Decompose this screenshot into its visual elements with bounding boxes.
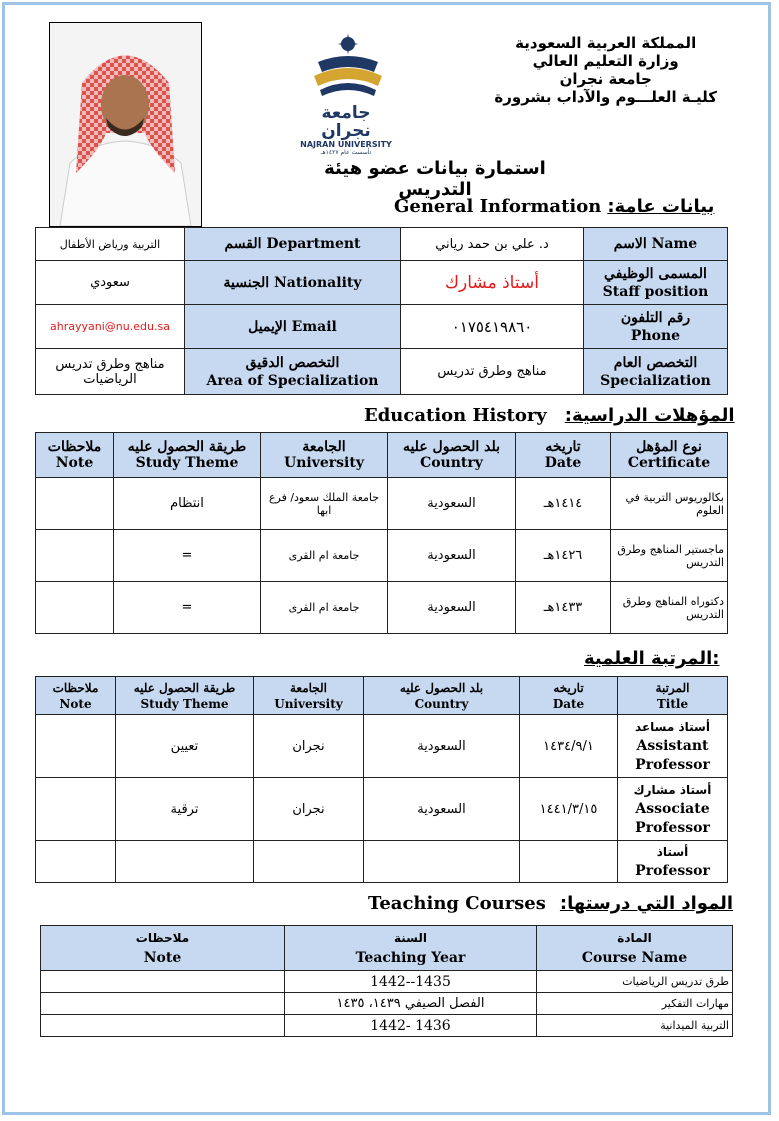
rank-note (36, 841, 116, 883)
department-value: التربية ورياض الأطفال (36, 228, 185, 261)
rank-col-university: الجامعة University (254, 677, 364, 715)
institution-heading (494, 34, 717, 106)
edu-col-university: الجامعة University (261, 433, 388, 478)
course-year: 1442- 1436 (285, 1015, 537, 1037)
phone-label: رقم التلفون Phone (584, 305, 728, 349)
name-value: د. علي بن حمد رياني (401, 228, 584, 261)
edu-note (36, 582, 114, 634)
edu-date: ١٤٣٣هـ (516, 582, 611, 634)
rank-country: السعودية (364, 715, 520, 778)
table-row (36, 530, 728, 582)
form-title: استمارة بيانات عضو هيئة التدريس (324, 158, 546, 200)
course-year: الفصل الصيفي ١٤٣٩، ١٤٣٥ (285, 993, 537, 1015)
rank-title: أستاذ مساعد Assistant Professor (618, 715, 728, 778)
edu-country: السعودية (388, 582, 516, 634)
general-heading-ar: :بيانات عامة (607, 196, 715, 217)
edu-col-date: تاريخه Date (516, 433, 611, 478)
course-col-year: السنة Teaching Year (285, 926, 537, 971)
rank-title: أستاذ Professor (618, 841, 728, 883)
rank-country (364, 841, 520, 883)
courses-header-row (41, 926, 733, 971)
table-row (36, 582, 728, 634)
general-heading-en: General Information (394, 196, 602, 217)
rank-col-title: المرتبة Title (618, 677, 728, 715)
staff-position-value: أستاذ مشارك (401, 261, 584, 305)
logo-english-name: NAJRAN UNIVERSITY (300, 140, 392, 149)
edu-study-theme: = (114, 530, 261, 582)
course-col-name: المادة Course Name (537, 926, 733, 971)
rank-heading-ar: :المرتبة العلمية (584, 648, 720, 669)
education-heading-en: Education History (364, 405, 547, 426)
edu-certificate: ماجستير المناهج وطرق التدريس (611, 530, 728, 582)
edu-university: جامعة ام القرى (261, 530, 388, 582)
rank-date: ١٤٤١/٣/١٥ (520, 778, 618, 841)
rank-study-theme (116, 841, 254, 883)
academic-rank-table (35, 676, 728, 883)
rank-study-theme: ترقية (116, 778, 254, 841)
edu-study-theme: = (114, 582, 261, 634)
edu-date: ١٤٢٦هـ (516, 530, 611, 582)
course-note (41, 1015, 285, 1037)
rank-title: أستاذ مشارك Associate Professor (618, 778, 728, 841)
person-photo-icon (50, 23, 201, 226)
course-note (41, 993, 285, 1015)
table-row (36, 715, 728, 778)
nationality-value: سعودي (36, 261, 185, 305)
nationality-label: الجنسية Nationality (185, 261, 401, 305)
table-row (36, 478, 728, 530)
specialization-label: التخصص العام Specialization (584, 349, 728, 395)
staff-position-label: المسمى الوظيفي Staff position (584, 261, 728, 305)
edu-date: ١٤١٤هـ (516, 478, 611, 530)
department-label: القسم Department (185, 228, 401, 261)
university-line: جامعة نجران (559, 70, 652, 88)
edu-note (36, 530, 114, 582)
table-row (41, 971, 733, 993)
profile-photo (49, 22, 202, 227)
course-col-note: ملاحظات Note (41, 926, 285, 971)
edu-col-note: ملاحظات Note (36, 433, 114, 478)
rank-date (520, 841, 618, 883)
rank-date: ١٤٣٤/٩/١ (520, 715, 618, 778)
rank-col-study-theme: طريقة الحصول عليه Study Theme (116, 677, 254, 715)
edu-study-theme: انتظام (114, 478, 261, 530)
edu-country: السعودية (388, 530, 516, 582)
rank-study-theme: تعيين (116, 715, 254, 778)
general-info-heading (394, 196, 714, 217)
rank-col-note: ملاحظات Note (36, 677, 116, 715)
edu-note (36, 478, 114, 530)
rank-note (36, 778, 116, 841)
courses-heading-en: Teaching Courses (368, 893, 546, 914)
table-row (41, 1015, 733, 1037)
education-header-row (36, 433, 728, 478)
najran-logo-icon (296, 32, 396, 102)
edu-col-study-theme: طريقة الحصول عليه Study Theme (114, 433, 261, 478)
edu-certificate: بكالوريوس التربية في العلوم (611, 478, 728, 530)
course-year: 1442--1435 (285, 971, 537, 993)
edu-col-certificate: نوع المؤهل Certificate (611, 433, 728, 478)
area-specialization-label: التخصص الدقيق Area of Specialization (185, 349, 401, 395)
rank-university (254, 841, 364, 883)
email-label: الإيميل Email (185, 305, 401, 349)
education-heading-ar: :المؤهلات الدراسية (564, 405, 735, 426)
rank-country: السعودية (364, 778, 520, 841)
name-label: الاسم Name (584, 228, 728, 261)
courses-heading-ar: :المواد التي درستها (559, 893, 734, 914)
rank-col-country: بلد الحصول عليه Country (364, 677, 520, 715)
logo-founded: تأسست عام ١٤٢٧هـ (320, 149, 372, 156)
specialization-value: مناهج وطرق تدريس (401, 349, 584, 395)
edu-country: السعودية (388, 478, 516, 530)
table-row (36, 841, 728, 883)
rank-university: نجران (254, 715, 364, 778)
phone-value: ٠١٧٥٤١٩٨٦٠ (401, 305, 584, 349)
kingdom-line: المملكة العربية السعودية (515, 34, 697, 52)
rank-note (36, 715, 116, 778)
course-name: طرق تدريس الرياضيات (537, 971, 733, 993)
table-row (36, 778, 728, 841)
edu-col-country: بلد الحصول عليه Country (388, 433, 516, 478)
course-name: مهارات التفكير (537, 993, 733, 1015)
email-value[interactable]: ahrayyani@nu.edu.sa (36, 305, 185, 349)
edu-university: جامعة ام القرى (261, 582, 388, 634)
course-note (41, 971, 285, 993)
logo-arabic-name: جامعة نجران (321, 103, 371, 141)
college-line: كليـة العلـــوم والآداب بشرورة (494, 88, 717, 106)
ministry-line: وزارة التعليم العالي (532, 52, 679, 70)
edu-university: جامعة الملك سعود/ فرع ابها (261, 478, 388, 530)
rank-university: نجران (254, 778, 364, 841)
teaching-courses-table (40, 925, 733, 1037)
education-table (35, 432, 728, 634)
education-heading (364, 405, 735, 426)
edu-certificate: دكتوراه المناهج وطرق التدريس (611, 582, 728, 634)
table-row (41, 993, 733, 1015)
general-info-table (35, 227, 728, 395)
area-specialization-value: مناهج وطرق تدريس الرياضيات (36, 349, 185, 395)
rank-col-date: تاريخه Date (520, 677, 618, 715)
university-logo (296, 32, 396, 156)
academic-rank-heading (578, 648, 719, 669)
course-name: التربية الميدانية (537, 1015, 733, 1037)
rank-header-row (36, 677, 728, 715)
teaching-courses-heading (368, 893, 733, 914)
